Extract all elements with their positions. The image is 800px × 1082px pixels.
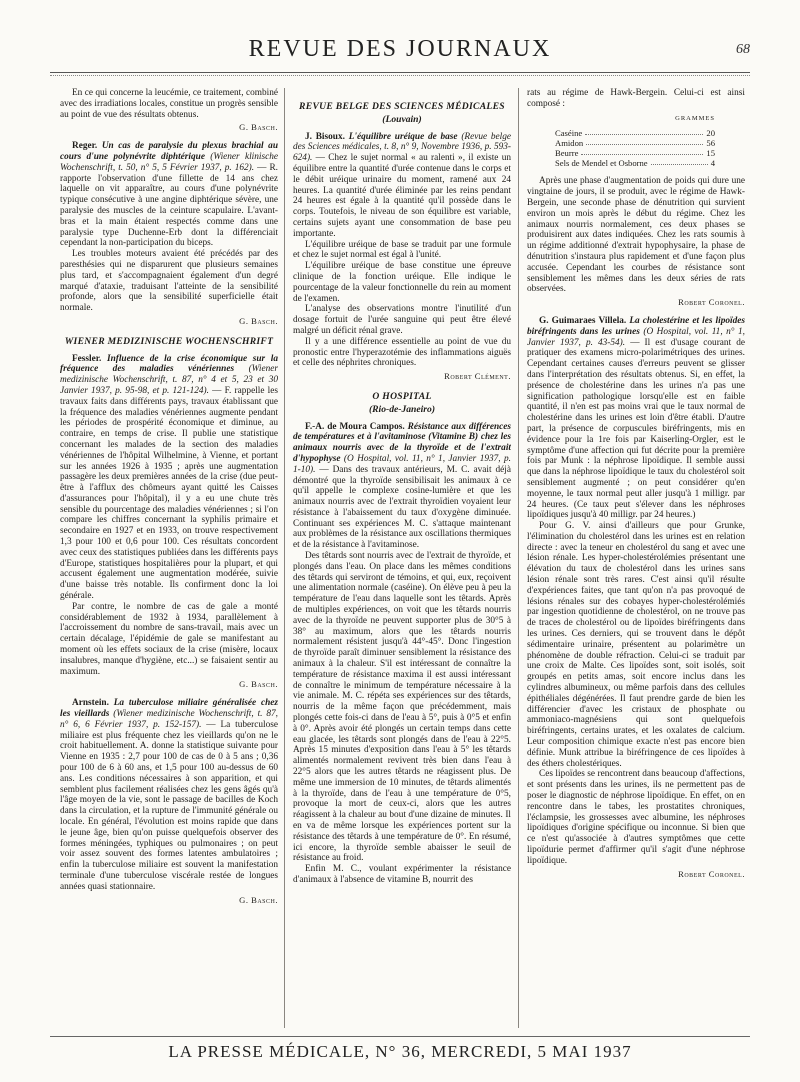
article-author: Reger. <box>72 141 98 152</box>
diet-table <box>555 114 715 169</box>
article-reference: (Revue belge des Sciences médicales, t. 8, n° 9, Novembre 1936, p. 593-624). <box>293 131 511 164</box>
header-rule <box>50 72 750 73</box>
paragraph: Enfin M. C., voulant expérimenter la résistance d'animaux à l'absence de vitamine B, nourrit des <box>293 864 511 885</box>
signature: Robert Coronel. <box>678 297 745 308</box>
paragraph: Après une phase d'augmentation de poids qui dure une vingtaine de jours, il se produit, avec le régime de Hawk-Bergein, une seconde phase de dénutrition qui survient environ un mois après le début du régime. Chez les animaux nourris normalement, ces deux phases se produisirent aux dates indiquées. Chez les rats soumis à un régime additionné d'extrait hypophysaire, la phase de dénutrition s'instaura plus rapidement et d'une façon plus accusée. Cependant les courbes de résistance sont sensiblement les mêmes dans les deux séries de rats observées. <box>527 176 745 295</box>
header-rule-dotted <box>50 75 750 76</box>
column-separator <box>518 88 519 1028</box>
column-separator <box>284 88 285 1028</box>
signature: G. Basch. <box>239 122 278 133</box>
article-body: — R. rapporte l'observation d'une fillette de 14 ans chez laquelle on vit apparaître, au cours d'une polynévrite typique consécutive à une angine diphtérique sévère, une paralysie des muscles de la ceinture scapulaire. L'avant-bras et la main étaient respectés comme dans une paralysie type Duchenne-Erb dont la différenciait cependant la non-participation du biceps. <box>60 162 278 249</box>
article-title: L'équilibre uréique de base <box>348 131 458 142</box>
paragraph: Les troubles moteurs avaient été précédés par des paresthésies qui ne disparurent que plusieurs semaines plus tard, et s'accompagnaient également d'un degré marqué d'ataxie, traduisant l'atteinte de la sensibilité profonde, alors que la sensibilité superficielle était normale. <box>60 249 278 314</box>
article-villela <box>527 316 745 521</box>
table-cell-label: Caséine <box>555 128 583 139</box>
article-reference: (Wiener medizinische Wochenschrift, t. 87, n° 4 et 5, 23 et 30 Janvier 1937, p. 95-98, et p. 121-124). <box>60 364 278 396</box>
article-fessler <box>60 354 278 602</box>
signature: G. Basch. <box>239 679 278 690</box>
article-title: Résistance aux différences de températures et à l'avitaminose (Vitamine B) chez les animaux nourris avec de la thyroïde et de l'extrait d'hypophyse <box>293 421 511 464</box>
article-reference: (Wiener klinische Wochenschrift, t. 50, n° 5, 5 Février 1937, p. 162). <box>60 151 278 173</box>
article-reference: (Wiener medizinische Wochenschrift, t. 87, n° 6, 6 Février 1937, p. 152-157). <box>60 709 278 730</box>
article-body: — Chez le sujet normal « au ralenti », il existe un équilibre entre la quantité d'urée contenue dans le corps et le débit uréique urinaire du moment, ramené aux 24 heures. La quantité d'urée éliminée par les reins pendant 24 heures est égale à la quantité qu'il possède dans le corps. Toutefois, le niveau de son équilibre est variable, certains sujets ayant une consommation de base peu importante. <box>293 153 511 239</box>
page-footer: LA PRESSE MÉDICALE, N° 36, MERCREDI, 5 MAI 1937 <box>168 1042 632 1061</box>
article-reference: (O Hospital, vol. 11, n° 1, Janvier 1937, p. 43-54). <box>527 326 745 348</box>
article-body: — F. rappelle les travaux faits dans différents pays, travaux établissant que la fréquence des maladies vénériennes augmente pendant les périodes de prospérité économique et diminue, au contraire, en temps de crise. Il publie une statistique concernant les malades de la section des maladies vénériennes de l'hôpital Wilhelmine, à Vienne, et portant sur les années 1926 à 1935 ; après une augmentation passagère les deux premières années de la crise (due peut-être à l'afflux des chômeurs ayant quitté les Caisses d'assurances pour l'hôpital), il y a eu une chute très sensible du pourcentage des maladies vénériennes ; si l'on compare les chiffres concernant la syphilis primaire et secondaire en 1927 et en 1933, on trouve respectivement 1,3 pour 100 et 0,6 pour 100. Ces résultats concordent avec ceux des statistiques publiées dans les différents pays d'Europe, statistiques hospitalières pour la plupart, et qui accusent également une augmentation modérée, suivie d'une baisse très notable. Ils confirment donc la loi générale. <box>60 385 278 602</box>
article-title: La tuberculose miliaire généralisée chez les vieillards <box>60 698 278 720</box>
table-cell-value: 15 <box>706 148 715 159</box>
paragraph: Par contre, le nombre de cas de gale a monté considérablement de 1932 à 1934, parallèlement à l'accroissement du nombre de sans-travail, mais avec un certain décalage, l'épidémie de gale se manifestant au moment où les effets sociaux de la crise (misère, locaux insalubres, manque d'hygiène, etc...) se faisaient sentir au maximum. <box>60 601 278 677</box>
journal-section-title: REVUE DES JOURNAUX <box>248 36 552 62</box>
article-title: La cholestérine et les lipoïdes biréfringents dans les urines <box>527 315 745 337</box>
signature: Robert Clément. <box>444 371 511 382</box>
article-arnstein <box>60 698 278 892</box>
paragraph: Pour G. V. ainsi d'ailleurs que pour Grunke, l'élimination du cholestérol dans les urines est en relation directe : avec la teneur en cholestérol du sang et avec une lésion rénale. Les hyper-cholestérolémies présentant une élévation du taux de cholestérol dans les urines sans lésion rénale sont très rares. C'est ainsi qu'il résulte d'expériences faites, que tant qu'on n'a pas provoqué de lésions rénales sur des cobayes hyper-cholestérolémiés par ingestion quotidienne de cholestérol, on ne trouve pas de traces de cholestérol ou de lipoïdes biréfringents dans les urines. Ces derniers, qui se trouvent dans le dépôt sédimentaire urinaire, présentent au polarimètre un phénomène de double réfraction. Celui-ci se traduit par une croix de Malte. Ces lipoïdes sont, soit isolés, soit groupés en petits amas, soit encore inclus dans les cylindres albumineux, ou même parfois dans des cellules épithéliales dégénérées. Il faut prendre garde de bien les différencier d'avec les cristaux de phosphate ou ammoniaco-magnésiens qui sont quelquefois biréfringents, certains urates, et les oxalates de calcium. Leur composition chimique exacte n'est pas encore bien définie. Munk attribue la biréfringence de ces lipoïdes à des éthers cholestériques. <box>527 521 745 769</box>
page-number: 68 <box>736 42 750 57</box>
table-cell-value: 20 <box>706 128 715 139</box>
section-heading: REVUE BELGE DES SCIENCES MÉDICALES <box>299 101 505 112</box>
table-unit-header: GRAMMES <box>675 114 715 122</box>
article-moura-campos <box>293 422 511 552</box>
table-cell-label: Sels de Mendel et Osborne <box>555 158 648 169</box>
article-body: — Il est d'usage courant de pratiquer des examens micro-polarimétriques des urines. Cependant certaines causes d'erreurs peuvent se glisser dans l'interprétation des résultats obtenus. Si, en effet, la présence de cholestérine dans les urines n'a pas une signification pathologique lorsqu'elle est en faible quantité, il n'en est pas moins vrai que le taux normal de cholestérine dans les urines est loin d'être établi. D'autre part, la présence de corpuscules biréfringents, mis en évidence pour la 1re fois par Kaiserling-Orgler, est le symptôme d'une affection qui fut décrite pour la première fois par Munk : la néphrose lipoïdique. Il semble aussi que dans la néphrose lipoïdique le taux du cholestérol soit sensiblement augmenté ; on peut considérer qu'en moyenne, le taux normal peut aller jusqu'à 1 milligr. par 24 heures. (Ce taux peut s'élever dans les néphroses lipoïdiques jusqu'à 40 milligr. par 24 heures.) <box>527 337 745 521</box>
article-title: Influence de la crise économique sur la fréquence des maladies vénériennes <box>60 353 278 375</box>
column-3 <box>527 88 745 1038</box>
paragraph: En ce qui concerne la leucémie, ce traitement, combiné avec des irradiations locales, constitue un progrès sensible au point de vue des résultats obtenus. <box>60 88 278 120</box>
article-body: — Dans des travaux antérieurs, M. C. avait déjà démontré que la thyroïde sensibilisait les animaux à ce qu'il appelle le complexe cosine-lumière et que les animaux nourris avec de l'extrait thyroïdien voyaient leur résistance à l'abaissement du taux d'oxygène diminuée. Continuant ses expériences M. C. s'attaque maintenant aux problèmes de la résistance aux oscillations thermiques et de la résistance à l'avitaminose. <box>293 464 511 551</box>
article-reger <box>60 141 278 249</box>
table-cell-value: 4 <box>710 158 715 169</box>
paragraph: Ces lipoïdes se rencontrent dans beaucoup d'affections, et sont présents dans les urines, ils ne permettent pas de poser le diagnostic de néphrose lipoïdique. En effet, on en rencontre dans le tabes, les prostatites chroniques, l'éclampsie, les grossesses avec albumine, les néphroses lipoïdiques d'origine spécifique ou inconnue. Si bien que ce n'est qu'associée à d'autres symptômes que cette lipoïdurie permet d'affirmer qu'il s'agit d'une néphrose lipoïdique. <box>527 769 745 866</box>
article-author: J. Bisoux. <box>305 131 345 142</box>
section-heading: O HOSPITAL <box>372 390 432 402</box>
paragraph: Des têtards sont nourris avec de l'extrait de thyroïde, et plongés dans l'eau. On place dans les mêmes conditions des têtards qui serviront de témoins, et qui, eux, reçoivent une alimentation normale (caséine). On élève peu à peu la température de l'eau dans laquelle sont les têtards. Après de multiples expériences, on voit que les têtards nourris avec de la thyroïde ne peuvent supporter plus de 30°5 à 38° au maximum, alors que les têtards nourris normalement résistent jusqu'à 44°-45°. Donc l'ingestion de thyroïde paraît diminuer sensiblement la résistance des animaux à la chaleur. S'il est intéressant de connaître la température de résistance maxima il est aussi intéressant de connaître le minimum de température nécessaire à la vie animale. M. C. répéta ses expériences sur des têtards, nourris de la même façon que précédemment, mais plongés cette fois-ci dans de l'eau à 5°, puis à 0°5 et enfin à 0°. Après avoir été plongés un certain temps dans cette eau glacée, les têtards sont plongés dans de l'eau à 22°5. Après 15 minutes d'exposition dans l'eau à 5° les têtards alimentés normalement revivent très bien dans l'eau à 22°5 alors que les autres têtards ne réagissent plus. De même une immersion de 10 minutes, de têtards alimentés à la thyroïde, dans de l'eau à une température de 0°5, provoque la mort de ceux-ci, alors que les autres réagissent à la chaleur au bout d'une dizaine de minutes. Il en va de même lorsque les expériences portent sur la résistance des têtards à une température de 0°. En résumé, ici encore, la thyroïde semble abaisser le seuil de résistance au froid. <box>293 551 511 864</box>
table-row <box>555 128 715 138</box>
column-1 <box>60 88 278 1038</box>
paragraph: rats au régime de Hawk-Bergein. Celui-ci est ainsi composé : <box>527 88 745 109</box>
article-author: F.-A. de Moura Campos. <box>305 421 405 432</box>
article-author: Fessler. <box>72 353 102 364</box>
paragraph: L'analyse des observations montre l'inutilité d'un dosage fortuit de l'urée sanguine qui peut être élevé malgré un déficit rénal grave. <box>293 304 511 336</box>
table-cell-label: Amidon <box>555 138 584 149</box>
table-cell-value: 56 <box>706 138 715 149</box>
footer-rule <box>50 1036 750 1037</box>
section-heading: WIENER MEDIZINISCHE WOCHENSCHRIFT <box>64 335 274 347</box>
section-subheading: (Rio-de-Janeiro) <box>368 403 436 415</box>
page-header <box>50 28 750 68</box>
section-subheading: (Louvain) <box>382 113 422 125</box>
table-row <box>555 158 715 168</box>
table-row <box>555 148 715 158</box>
table-row <box>555 138 715 148</box>
column-2 <box>293 88 511 1038</box>
paragraph: L'équilibre uréique de base constitue une épreuve clinique de la fonction uréique. Elle indique le pourcentage de la valeur fonctionnelle du rein au moment de l'examen. <box>293 261 511 304</box>
article-body: — La tuberculose miliaire est plus fréquente chez les vieillards qu'on ne le croit habituellement. A. donne la statistique suivante pour Vienne en 1935 : 2,7 pour 100 de cas de 0 à 5 ans ; 0,36 pour 100 de 6 à 60 ans, et 1,5 pour 100 au-dessus de 60 ans. Les conditions nécessaires à son apparition, et qui semblent plus facilement réalisées chez les gens âgés qu'à l'âge moyen de la vie, sont le passage de bacilles de Koch dans la circulation, et la rupture de l'immunité générale ou locale. En général, l'évolution est moins rapide que dans le jeune âge, bien qu'on puisse quelquefois observer des formes méningées, typhiques ou pulmonaires ; on peut voir assez souvent des formes latentes ambulatoires ; enfin la tuberculose miliaire est souvent la manifestation terminale d'une tuberculose viscérale restée de longues années quasi stationnaire. <box>60 719 278 892</box>
signature: Robert Coronel. <box>678 868 745 879</box>
article-bisoux <box>293 132 511 240</box>
article-author: Arnstein. <box>72 698 109 709</box>
article-title: Un cas de paralysie du plexus brachial au cours d'une polynévrite diphtérique <box>60 141 278 162</box>
table-cell-label: Beurre <box>555 148 579 159</box>
paragraph: Il y a une différence essentielle au point de vue du pronostic entre l'hyperazotémie des inflammations aiguës et celle des néphrites chroniques. <box>293 336 511 369</box>
article-reference: (O Hospital, vol. 11, n° 1, Janvier 1937, p. 1-10). <box>293 453 511 475</box>
article-author: G. Guimaraes Villela. <box>539 315 627 326</box>
signature: G. Basch. <box>239 894 278 905</box>
paragraph: L'équilibre uréique de base se traduit par une formule et chez le sujet normal est égal à l'unité. <box>293 239 511 261</box>
signature: G. Basch. <box>239 315 278 326</box>
